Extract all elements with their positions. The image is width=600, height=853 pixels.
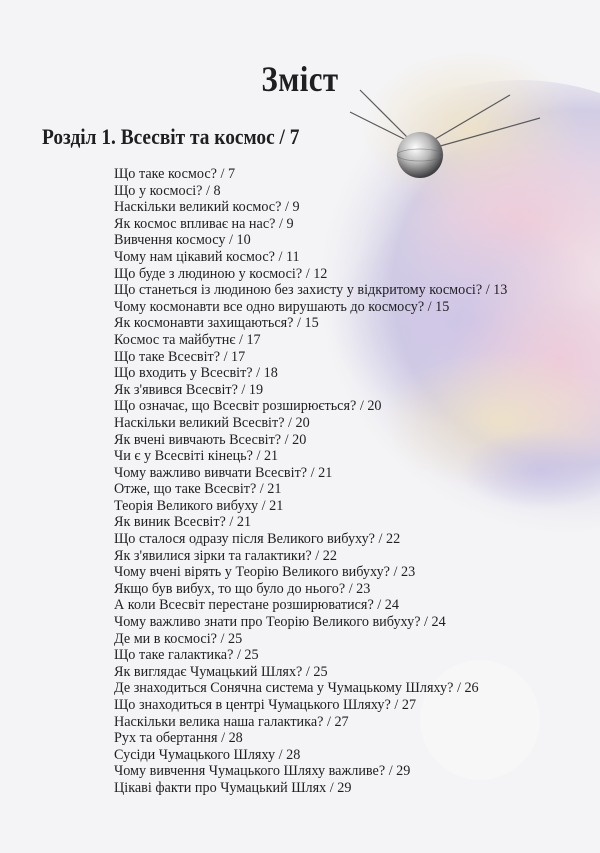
toc-entry: Чому вивчення Чумацького Шляху важливе? / 29 — [114, 763, 411, 780]
toc-entry: Чому космонавти все одно вирушають до космосу? / 15 — [114, 298, 450, 315]
toc-entry: Якщо був вибух, то що було до нього? / 23 — [114, 580, 371, 597]
toc-entry: А коли Всесвіт перестане розширюватися? / 24 — [114, 597, 399, 614]
section-heading: Розділ 1. Всесвіт та космос / 7 — [42, 124, 300, 149]
toc-entry: Як космос впливає на нас? / 9 — [114, 215, 294, 232]
toc-entry: Рух та обертання / 28 — [114, 730, 243, 747]
toc-entry: Наскільки великий космос? / 9 — [114, 199, 300, 216]
toc-entry: Що станеться із людиною без захисту у відкритому космосі? / 13 — [114, 282, 508, 299]
toc-entry: Що сталося одразу після Великого вибуху? / 22 — [114, 531, 401, 548]
toc-entry: Що знаходиться в центрі Чумацького Шляху? / 27 — [114, 697, 417, 713]
toc-entry: Що таке Всесвіт? / 17 — [114, 348, 246, 365]
toc-entry: Теорія Великого вибуху / 21 — [114, 497, 284, 514]
toc-entry: Вивчення космосу / 10 — [114, 232, 251, 249]
toc-entry: Як з'явився Всесвіт? / 19 — [114, 381, 264, 398]
toc-entry: Цікаві факти про Чумацький Шлях / 29 — [114, 779, 352, 796]
toc-entry: Космос та майбутнє / 17 — [114, 331, 261, 348]
toc-entry: Як з'явилися зірки та галактики? / 22 — [114, 547, 337, 564]
toc-entry: Наскільки великий Всесвіт? / 20 — [114, 414, 310, 431]
toc-entry: Як виглядає Чумацький Шлях? / 25 — [114, 663, 328, 680]
toc-entry: Як вчені вивчають Всесвіт? / 20 — [114, 431, 307, 448]
toc-entry: Що означає, що Всесвіт розширюється? / 20 — [114, 398, 382, 415]
toc-entry: Що входить у Всесвіт? / 18 — [114, 365, 278, 382]
toc-entry: Чому важливо вивчати Всесвіт? / 21 — [114, 464, 333, 481]
toc-entry: Що таке космос? / 7 — [114, 166, 236, 182]
toc-entry: Чи є у Всесвіті кінець? / 21 — [114, 448, 279, 465]
toc-entry: Наскільки велика наша галактика? / 27 — [114, 713, 349, 730]
toc-entry: Чому важливо знати про Теорію Великого вибуху? / 24 — [114, 614, 446, 631]
toc-entry: Чому вчені вірять у Теорію Великого вибуху? / 23 — [114, 564, 416, 581]
toc-entry: Сусіди Чумацького Шляху / 28 — [114, 746, 301, 763]
toc-entry: Отже, що таке Всесвіт? / 21 — [114, 481, 282, 498]
toc-entry: Що таке галактика? / 25 — [114, 647, 259, 664]
toc-entry: Як космонавти захищаються? / 15 — [114, 315, 319, 332]
toc-entry: Де ми в космосі? / 25 — [114, 630, 243, 647]
toc-entry: Чому нам цікавий космос? / 11 — [114, 248, 300, 265]
toc-entry: Де знаходиться Сонячна система у Чумацькому Шляху? / 26 — [114, 680, 479, 697]
toc-entry: Що у космосі? / 8 — [114, 182, 221, 199]
toc-entry: Як виник Всесвіт? / 21 — [114, 514, 252, 531]
toc-list — [114, 166, 507, 797]
toc-entry: Що буде з людиною у космосі? / 12 — [114, 265, 328, 282]
page-title: Зміст — [261, 59, 339, 99]
